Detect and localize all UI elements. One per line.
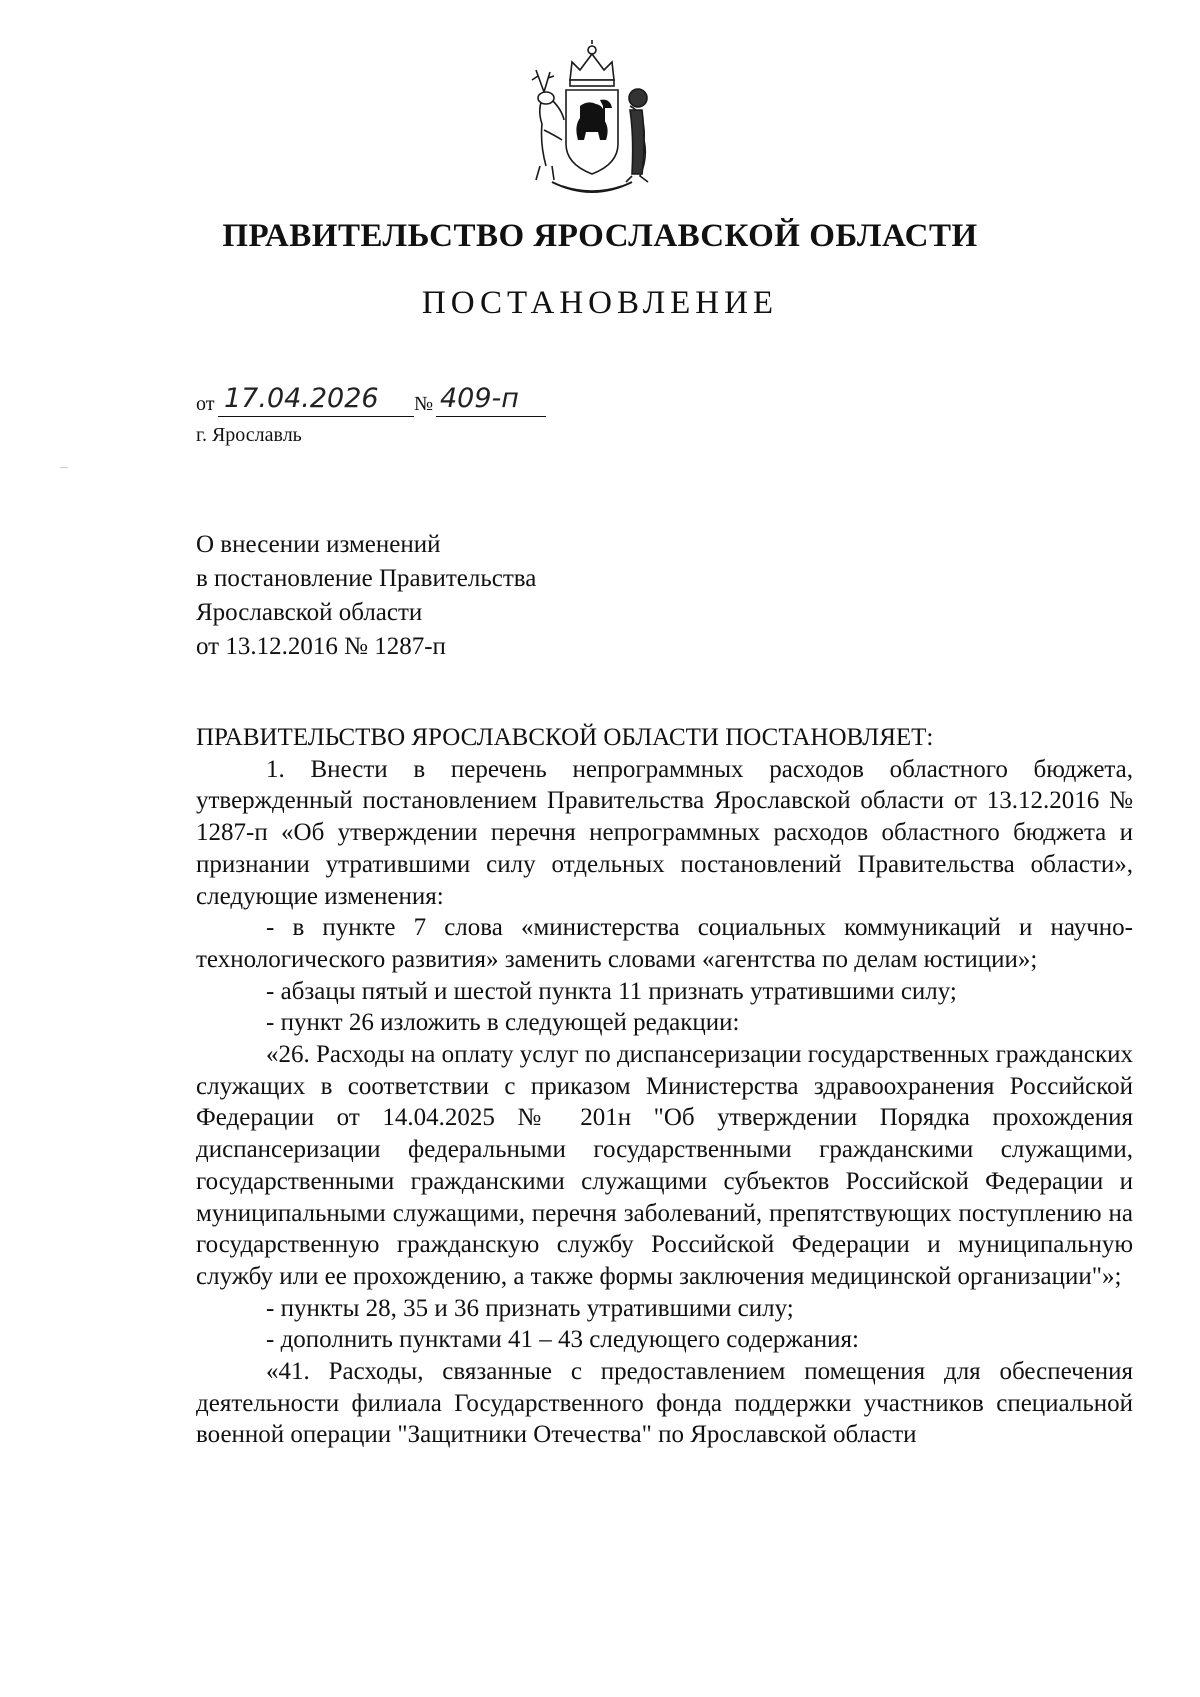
handwritten-number: 409-п [440,383,519,414]
date-underline [218,416,414,417]
body-paragraph: - пункт 26 изложить в следующей редакции: [266,1009,740,1037]
from-label: от [196,393,215,415]
document-body [196,722,1133,1451]
subject-line: в постановление Правительства [196,565,537,592]
handwritten-date: 17.04.2026 [224,383,379,414]
document-subject [196,528,536,664]
decree-heading: ПРАВИТЕЛЬСТВО ЯРОСЛАВСКОЙ ОБЛАСТИ ПОСТАНОВЛЯЕТ: [196,724,934,751]
body-paragraph: - абзацы пятый и шестой пункта 11 признать утратившими силу; [266,977,957,1005]
body-paragraph: - в пункте 7 слова «министерства социальных коммуникаций и научно-технологического развития» заменить словами «агентства по делам юстиции»; [196,914,1133,973]
body-paragraph: - пункты 28, 35 и 36 признать утратившими силу; [266,1294,794,1322]
number-label: № [414,393,434,415]
body-paragraph: - дополнить пунктами 41 – 43 следующего содержания: [266,1326,859,1354]
scan-margin-mark [60,467,68,468]
subject-line: от 13.12.2016 № 1287-п [196,633,446,660]
dateline [196,382,556,422]
body-paragraph: «26. Расходы на оплату услуг по диспансеризации государственных гражданских служащих в соответствии с приказом Министерства здравоохранения Российской Федерации от 14.04.2025 № 201н "Об утверждении Порядка прохождения диспансеризации федеральными государственными гражданскими служащими, государственными гражданскими служащими субъектов Российской Федерации и муниципальными служащими, перечня заболеваний, препятствующих поступлению на государственную гражданскую службу Российской Федерации и муниципальную службу или ее прохождению, а также формы заключения медицинской организации"»; [196,1041,1134,1290]
body-paragraph: «41. Расходы, связанные с предоставлением помещения для обеспечения деятельности филиала Государственного фонда поддержки участников специальной военной операции "Защитники Отечества" по Ярославской области [196,1358,1133,1449]
body-paragraph: 1. Внести в перечень непрограммных расходов областного бюджета, утвержденный постановлением Правительства Ярославской области от 13.12.2016 № 1287-п «Об утверждении перечня непрограммных расходов областного бюджета и признании утратившими силу отдельных постановлений Правительства области», следующие изменения: [196,755,1133,910]
government-title: ПРАВИТЕЛЬСТВО ЯРОСЛАВСКОЙ ОБЛАСТИ [222,218,978,254]
subject-line: Ярославской области [196,599,423,626]
yaroslavl-oblast-coat-of-arms-icon [522,40,662,200]
subject-line: О внесении изменений [196,531,441,558]
city: г. Ярославль [196,424,302,446]
number-underline [436,416,546,417]
document-type: ПОСТАНОВЛЕНИЕ [421,285,779,321]
